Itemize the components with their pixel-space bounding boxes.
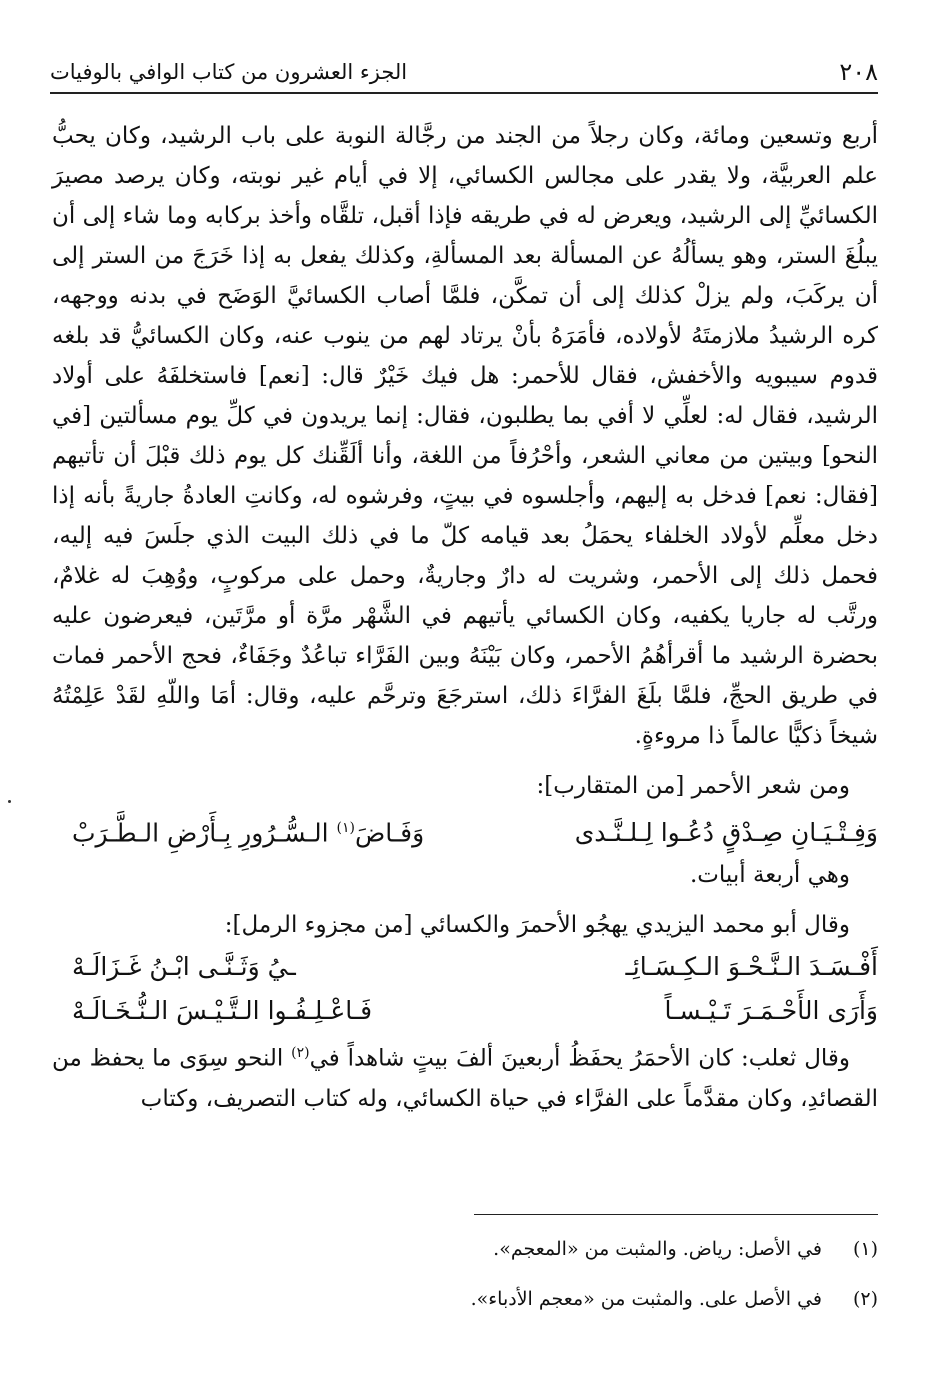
verse-intro-2: وقال أبو محمد اليزيدي يهجُو الأحمرَ والكسائي [من مجزوء الرمل]: [224, 912, 850, 939]
verse-line-1 [52, 806, 878, 855]
paragraph-2-part-a: وقال ثعلب: كان الأحمَرُ يحفَظُ أربعينَ ألفَ بيتٍ شاهداً في [309, 1045, 851, 1072]
footnote-item [300, 1284, 878, 1314]
footnote-marker-2: (٢) [291, 1045, 310, 1062]
verse-intro-1: ومن شعر الأحمر [من المتقارب]: [536, 773, 850, 799]
verse-1-second-hemistich [72, 806, 424, 855]
running-title: الجزء العشرون من كتاب الوافي بالوفيات [50, 60, 408, 84]
verse-3-second-hemistich: فَـاعْـلِـفُـوا الـتَّـيْـسَ الـنُّـخَـالَـهْ [72, 996, 373, 1026]
footnote-text: في الأصل: رياض. والمثبت من «المعجم». [493, 1238, 822, 1260]
footnote-number: (٢) [852, 1288, 878, 1310]
paragraph-1: أربع وتسعين ومائة، وكان رجلاً من الجند من رجَّالة النوبة على باب الرشيد، وكان يحبُّ علم العربيَّة، ولا يقدر على مجالس الكسائي، إلا في أيام غير نوبته، وكان يرصد مصيرَ الكسائيِّ إلى الرشيد، ويعرض له في طريقه فإذا أقبل، تلقَّاه وأخذ بركابه وما شاء إلى أن يبلُغَ الستر، وهو يسألُهُ عن المسألة بعد المسألةِ، وكذلك يفعل به إذا خَرَجَ من الستر إلى أن يركَبَ، ولم يزلْ كذلك إلى أن تمكَّن، فلمَّا أصاب الكسائيَّ الوَضَح في بدنه ووجهه، كره الرشيدُ ملازمتَهُ لأولاده، فأمَرَهُ بأنْ يرتاد لهم من ينوب عنه، وكان الكسائيُّ قد بلغه قدوم سيبويه والأخفش، فقال للأحمر: هل فيك خَيْرٌ قال: [نعم] فاستخلفَهُ على أولاد الرشيد، فقال له: لعلِّي لا أفي بما يطلبون، فقال: إنما يريدون في كلِّ يوم مسألتين [في النحو] وبيتين من معاني الشعر، وأحْرُفاً من اللغة، وأنا ألَقِّنك كل يوم ذلك قبْلَ أن تأتيهم [فقال: نعم] فدخل به إليهم، وأجلسوه في بيتٍ، وفرشوه له، وكانتِ العادةُ جاريةً بأنه إذا دخل معلِّم لأولاد الخلفاء يحمَلُ بعد قيامه كلّ ما في ذلك البيت الذي جلَسَ فيه إليه، فحمل ذلك إلى الأحمر، وشريت له دارٌ وجاريةٌ، وحمل على مركوبٍ، ووُهِبَ له غلامٌ، ورتَّب له جاريا يكفيه، وكان الكسائي يأتيهم في الشَّهْر مرَّة أو مرَّتَين، فيعرضون عليه بحضرة الرشيد ما أقرأهُمُ الأحمر، وكان بَيْنَهُ وبين الفَرَّاء تباعُدٌ وجَفَاءٌ، فحج الأحمر فمات في طريق الحجِّ، فلمَّا بلَغَ الفرَّاءَ ذلك، استرجَعَ وترحَّم عليه، وقال: أمَا واللّهِ لقَدْ عَلِمْتُهُ شيخاً ذكيًّا عالماً ذا مروءةٍ. [52, 123, 878, 749]
page-header [50, 52, 878, 94]
footnote-marker-1: (١) [336, 820, 356, 836]
after-verse-note: وهي أربعة أبيات. [689, 862, 850, 889]
verse-2-second-hemistich: ـيُ وَثَـنَّـى ابْـنُ غَـزَالَـهْ [72, 952, 296, 982]
scan-speck [8, 800, 11, 803]
main-text [52, 116, 878, 1119]
page-number: ٢٠٨ [839, 58, 878, 86]
footnote-item [300, 1234, 878, 1264]
paragraph-2-part-b: النحو سِوَى ما يحفظ من القصائدِ، وكان مقدَّماً على الفرَّاء في حياة الكسائي، وله كتاب التصريف، وكتاب [52, 1045, 878, 1112]
verse-1-second-part-b: الـسُّـرُورِ بِـأَرْضِ الـطَّـرَبْ [72, 818, 329, 848]
verse-1-first-hemistich: وَفِـتْـيَـانِ صِـدْقٍ دُعُـوا لِـلـنَّـدى [574, 818, 878, 848]
verse-1-second-part-a: وَفَـاضَ [355, 818, 425, 848]
verse-line-3 [52, 989, 878, 1033]
verse-2-first-hemistich: أَفْـسَـدَ الـنَّـحْـوَ الـكِـسَـائِـ [625, 952, 878, 982]
footnote-number: (١) [852, 1238, 878, 1260]
footnote-text: في الأصل على. والمثبت من «معجم الأدباء». [470, 1288, 822, 1310]
footnotes [300, 1234, 878, 1334]
paragraph-2 [52, 1033, 878, 1119]
verse-3-first-hemistich: وَأَرَى الأَحْـمَـرَ تَـيْـسـاً [664, 996, 878, 1026]
footnote-divider [474, 1214, 878, 1215]
verse-line-2 [52, 945, 878, 989]
